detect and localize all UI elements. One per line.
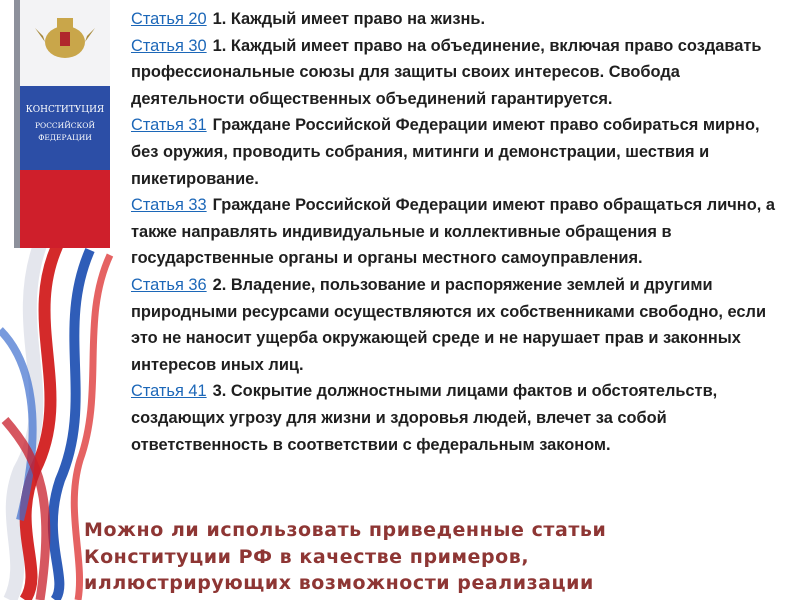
article-30	[131, 33, 779, 113]
question-block	[84, 517, 784, 597]
article-31	[131, 112, 779, 192]
article-text-41: 3. Сокрытие должностными лицами фактов и обстоятельств, создающих угрозу для жизни и здоровья людей, влечет за собой ответственность в соответствии с федеральным законом.	[131, 382, 718, 454]
question-line-3: иллюстрирующих возможности реализации	[84, 572, 594, 594]
question-line-1: Можно ли использовать приведенные статьи	[84, 519, 607, 541]
article-link-33[interactable]: Статья 33	[131, 196, 207, 215]
article-text-30: 1. Каждый имеет право на объединение, включая право создавать профессиональные союзы для защиты своих интересов. Свобода деятельности общественных объединений гарантируется.	[131, 36, 762, 108]
articles-list	[131, 6, 779, 458]
article-link-31[interactable]: Статья 31	[131, 116, 207, 135]
article-text-33: Граждане Российской Федерации имеют право обращаться лично, а также направлять индивидуальные и коллективные обращения в государственные органы и органы местного самоуправления.	[131, 196, 775, 268]
article-text-31: Граждане Российской Федерации имеют право собираться мирно, без оружия, проводить собрания, митинги и демонстрации, шествия и пикетирование.	[131, 116, 760, 188]
article-36	[131, 272, 779, 378]
article-text-36: 2. Владение, пользование и распоряжение землей и другими природными ресурсами осуществляются их собственниками свободно, если это не наносит ущерба окружающей среде и не нарушает прав и законных интересов иных лиц.	[131, 275, 767, 374]
article-link-30[interactable]: Статья 30	[131, 36, 207, 55]
book-subtitle-line1: РОССИЙСКОЙ	[35, 121, 95, 130]
constitution-book	[14, 0, 110, 248]
article-link-41[interactable]: Статья 41	[131, 382, 207, 401]
article-link-36[interactable]: Статья 36	[131, 275, 207, 294]
book-title: КОНСТИТУЦИЯ	[25, 105, 105, 115]
article-link-20[interactable]: Статья 20	[131, 10, 207, 28]
article-20	[131, 6, 779, 33]
article-33	[131, 192, 779, 272]
book-subtitle-line2: ФЕДЕРАЦИИ	[38, 133, 92, 142]
article-41	[131, 378, 779, 458]
question-line-2: Конституции РФ в качестве примеров,	[84, 545, 530, 568]
article-text-20: 1. Каждый имеет право на жизнь.	[212, 10, 486, 28]
